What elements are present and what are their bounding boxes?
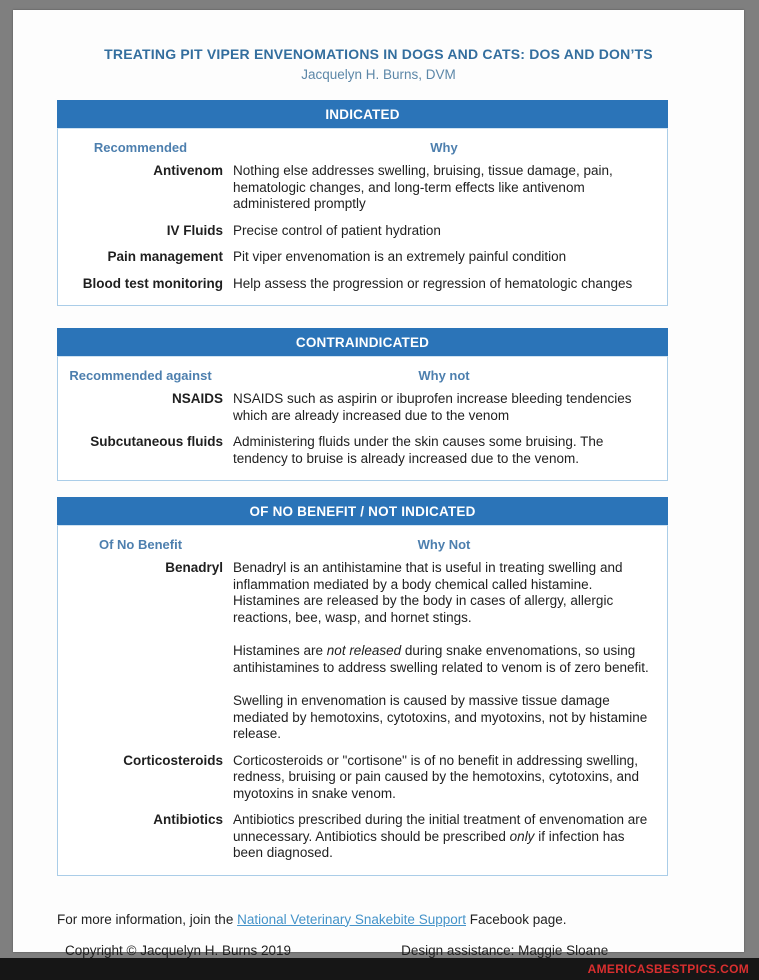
table-body [57, 128, 668, 306]
column-header-of-no-benefit: Of No Benefit [98, 537, 183, 552]
watermark-text: AMERICASBESTPICS.COM [587, 962, 749, 976]
row-label: Benadryl [165, 560, 223, 575]
watermark-bar [0, 958, 759, 980]
table-indicated [57, 100, 668, 306]
row-label: Corticosteroids [123, 752, 223, 768]
column-header-recommended: Recommended [93, 140, 188, 155]
column-header-why-not: Why Not [417, 537, 471, 552]
footer-info-suffix: Facebook page. [465, 911, 567, 927]
row-why-text: Precise control of patient hydration [233, 222, 441, 238]
table-rows [58, 386, 667, 472]
row-label: Antibiotics [153, 812, 223, 827]
column-header-recommended-against: Recommended against [69, 368, 212, 383]
credits-line [13, 943, 744, 958]
row-why-text: Pit viper envenomation is an extremely painful condition [233, 249, 567, 264]
row-why-text: Antibiotics prescribed during the initial treatment of envenomation are unnecessary. Antibiotics should be prescribed only if infection has been diagnosed. [233, 812, 648, 860]
table-row [58, 386, 667, 429]
document-page [13, 10, 744, 958]
row-label: NSAIDS [171, 391, 223, 406]
table-rows [58, 158, 667, 297]
row-why-text: NSAIDS such as aspirin or ibuprofen increase bleeding tendencies which are already increased due to the venom [233, 391, 632, 423]
table-body [57, 525, 668, 876]
row-why-text: Nothing else addresses swelling, bruising, tissue damage, pain, hematologic changes, and long-term effects like antivenom administered promptly [233, 163, 613, 211]
footer-info-prefix: For more information, join the [57, 911, 238, 927]
table-body [57, 356, 668, 481]
table-row [58, 748, 667, 808]
table-header-bar: OF NO BENEFIT / NOT INDICATED [57, 497, 668, 525]
row-label: Antivenom [153, 163, 223, 178]
page-title: TREATING PIT VIPER ENVENOMATIONS IN DOGS AND CATS: DOS AND DON’TS [104, 46, 653, 62]
table-row [58, 807, 667, 867]
table-row [58, 244, 667, 271]
row-why-text: Benadryl is an antihistamine that is useful in treating swelling and inflammation mediated by a body chemical called histamine. Histamines are released by the body in cases of allergy, allergic reactions, bee, wasp, and hornet stings. Histamines are not released during snake envenomations, so using antihistamines to address swelling related to venom is of zero benefit. Swelling in envenomation is caused by massive tissue damage mediated by hemotoxins, cytotoxins, and myotoxins, not by histamine release. [233, 560, 649, 741]
table-contraindicated [57, 328, 668, 481]
row-why-text: Help assess the progression or regression of hematologic changes [233, 275, 633, 291]
table-rows [58, 555, 667, 867]
row-label: IV Fluids [166, 222, 223, 238]
table-column-headers [58, 532, 667, 555]
table-header-bar: INDICATED [57, 100, 668, 128]
table-row [58, 218, 667, 245]
table-row [58, 158, 667, 218]
table-column-headers [58, 135, 667, 158]
table-column-headers [58, 363, 667, 386]
row-label: Subcutaneous fluids [90, 434, 223, 449]
design-credit-text: Design assistance: Maggie Sloane [401, 942, 609, 958]
column-header-why: Why [430, 140, 458, 155]
table-row [58, 271, 667, 298]
footer-info-line [57, 912, 744, 927]
row-why-text: Administering fluids under the skin causes some bruising. The tendency to bruise is already increased due to the venom. [233, 434, 604, 466]
snakebite-support-link[interactable]: National Veterinary Snakebite Support [237, 911, 466, 927]
row-why-text: Corticosteroids or "cortisone" is of no benefit in addressing swelling, redness, bruising or pain caused by the hemotoxins, cytotoxins, and myotoxins in snake venom. [233, 752, 639, 801]
table-row [58, 555, 667, 748]
table-row [58, 429, 667, 472]
table-header-bar: CONTRAINDICATED [57, 328, 668, 356]
page-author: Jacquelyn H. Burns, DVM [301, 67, 456, 82]
copyright-text: Copyright © Jacquelyn H. Burns 2019 [65, 942, 292, 958]
column-header-why-not: Why not [418, 368, 470, 383]
row-label: Blood test monitoring [82, 275, 223, 291]
table-no-benefit [57, 497, 668, 876]
row-label: Pain management [107, 249, 223, 264]
